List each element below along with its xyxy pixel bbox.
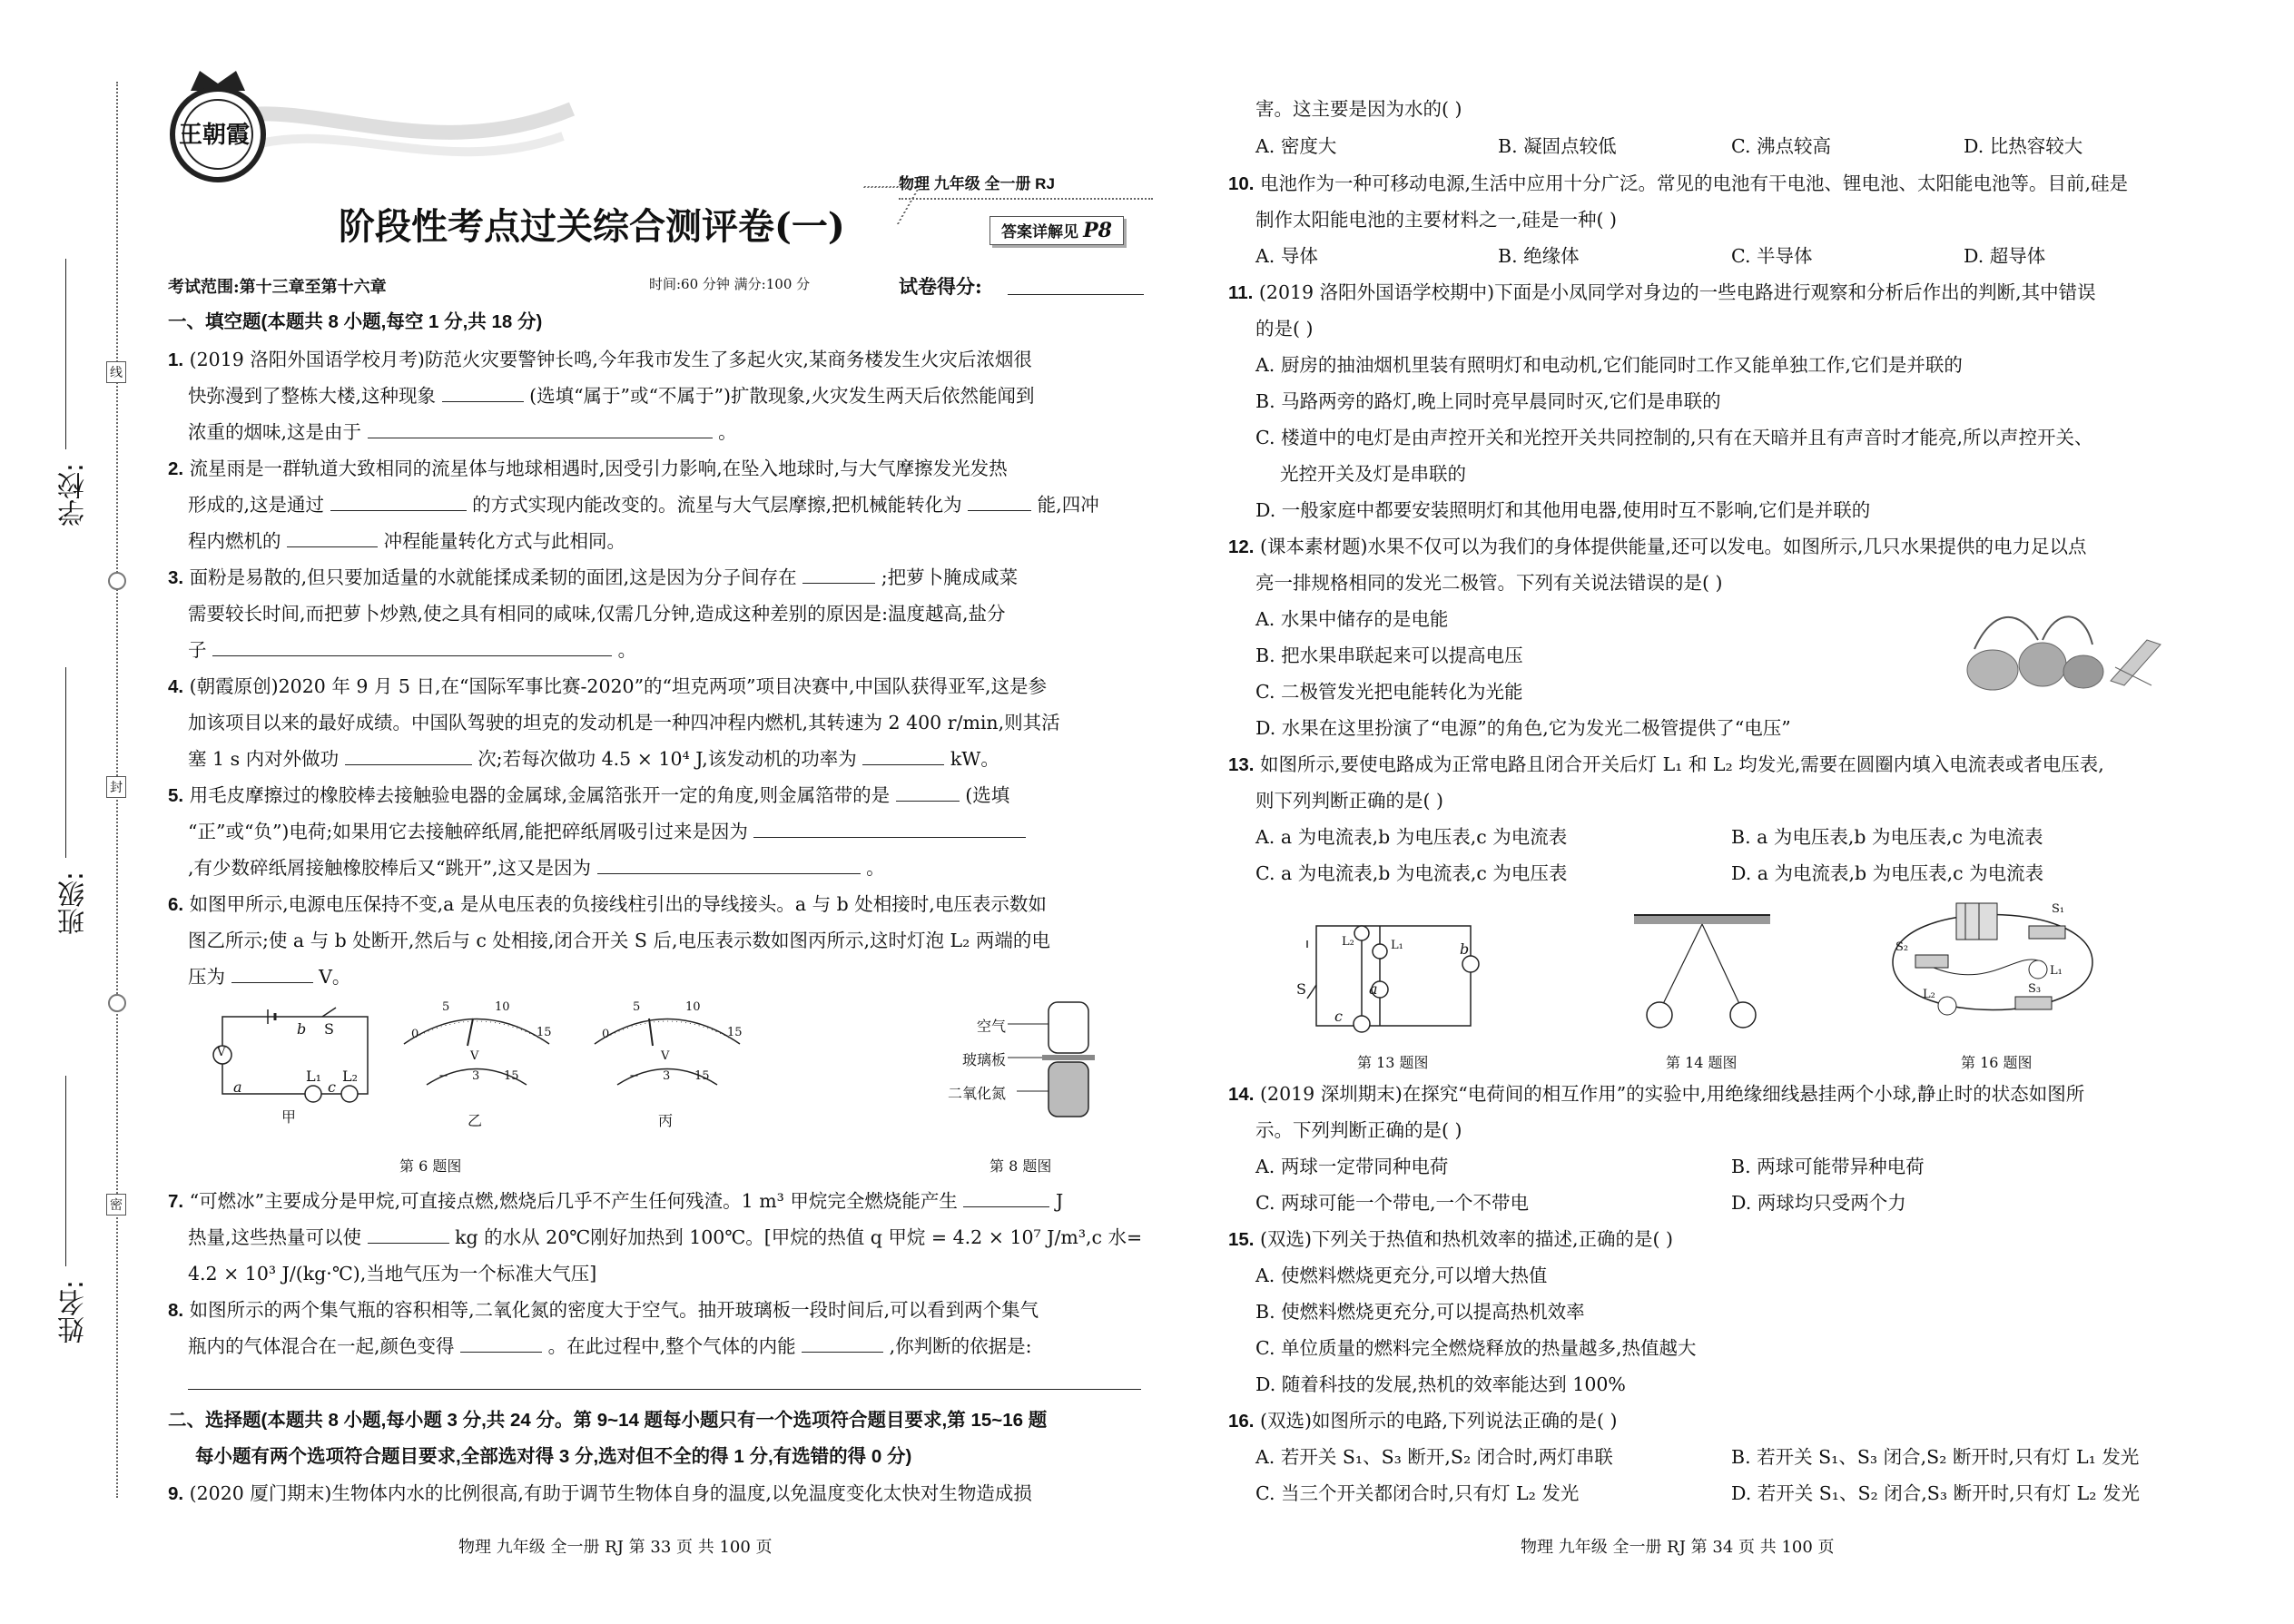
q16-option-b[interactable]: B. 若开关 S₁、S₃ 闭合,S₂ 断开时,只有灯 L₁ 发光 bbox=[1731, 1446, 2140, 1468]
q10-number: 10. bbox=[1228, 173, 1255, 194]
q6-number: 6. bbox=[168, 894, 184, 915]
q10-option-b[interactable]: B. 绝缘体 bbox=[1498, 245, 1580, 267]
q13-option-d[interactable]: D. a 为电流表,b 为电压表,c 为电流表 bbox=[1731, 862, 2044, 884]
fig6-label-s: S bbox=[324, 1020, 334, 1038]
q15-text-a: (双选)下列关于热值和热机效率的描述,正确的是( ) bbox=[1260, 1228, 1674, 1250]
q5-blank-2[interactable] bbox=[753, 813, 1026, 838]
q7-line-3 bbox=[188, 1255, 596, 1292]
q13-option-c[interactable]: C. a 为电流表,b 为电流表,c 为电压表 bbox=[1255, 862, 1568, 884]
fig16-caption: 第 16 题图 bbox=[1961, 1054, 2033, 1071]
q1-blank-2[interactable] bbox=[368, 414, 713, 438]
q9-continued: 害。这主要是因为水的( ) bbox=[1255, 98, 1462, 120]
q4-text-a: (朝霞原创)2020 年 9 月 5 日,在“国际军事比赛-2020”的“坦克两项”项目决赛中,中国队获得亚军,这是参 bbox=[189, 675, 1048, 697]
q12-option-b[interactable]: B. 把水果串联起来可以提高电压 bbox=[1255, 645, 1523, 666]
q11-option-b[interactable]: B. 马路两旁的路灯,晚上同时亮早晨同时灭,它们是串联的 bbox=[1255, 390, 1721, 412]
q6-line-3 bbox=[188, 959, 350, 995]
q6-text-b: 图乙所示;使 a 与 b 处断开,然后与 c 处相接,闭合开关 S 后,电压表示数如图丙所示,这时灯泡 L₂ 两端的电 bbox=[188, 930, 1050, 951]
q14-option-c[interactable]: C. 两球可能一个带电,一个不带电 bbox=[1255, 1192, 1530, 1214]
q8-text-a: 如图所示的两个集气瓶的容积相等,二氧化氮的密度大于空气。抽开玻璃板一段时间后,可以看到两个集气 bbox=[189, 1299, 1039, 1321]
q15-option-c[interactable]: C. 单位质量的燃料完全燃烧释放的热量越多,热值越大 bbox=[1255, 1337, 1697, 1359]
question-4 bbox=[168, 668, 1047, 705]
answer-ref-box bbox=[989, 216, 1124, 245]
question-5 bbox=[168, 777, 1009, 814]
q8-text-b: 瓶内的气体混合在一起,颜色变得 bbox=[188, 1335, 455, 1357]
meter-bing-15: 15 bbox=[694, 1069, 710, 1083]
meter-yi-3: 3 bbox=[472, 1069, 480, 1083]
q9-option-b[interactable]: B. 凝固点较低 bbox=[1498, 135, 1617, 157]
meter-yi-tick-0: 0 bbox=[411, 1028, 419, 1041]
seal-mark-xian: 线 bbox=[106, 361, 126, 383]
q10-line-2: 制作太阳能电池的主要材料之一,硅是一种( ) bbox=[1255, 209, 1618, 231]
question-9 bbox=[168, 1475, 1032, 1512]
section1-heading: 一、填空题(本题共 8 小题,每空 1 分,共 18 分) bbox=[168, 311, 543, 332]
q8-blank-2[interactable] bbox=[802, 1328, 883, 1353]
q13-option-b[interactable]: B. a 为电压表,b 为电压表,c 为电流表 bbox=[1731, 826, 2043, 848]
q12-option-d[interactable]: D. 水果在这里扮演了“电源”的角色,它为发光二极管提供了“电压” bbox=[1255, 717, 1791, 739]
q4-line-2 bbox=[188, 704, 1060, 741]
q13-text-a: 如图所示,要使电路成为正常电路且闭合开关后灯 L₁ 和 L₂ 均发光,需要在圆圈内填入电流表或者电压表, bbox=[1260, 753, 2104, 775]
fig6-label-v: V bbox=[217, 1046, 226, 1059]
fig6-label-c: c bbox=[328, 1078, 336, 1096]
meter-yi-v: V bbox=[470, 1049, 479, 1063]
fig8-label-no2: 二氧化氮 bbox=[948, 1085, 1007, 1102]
fig8-caption: 第 8 题图 bbox=[989, 1157, 1052, 1175]
meter-bing-3: 3 bbox=[663, 1069, 671, 1083]
left-page-footer: 物理 九年级 全一册 RJ 第 33 页 共 100 页 bbox=[458, 1538, 773, 1557]
q1-text-e: 。 bbox=[718, 421, 737, 443]
class-field[interactable] bbox=[65, 667, 66, 858]
binding-hole-icon bbox=[108, 994, 126, 1012]
q1-blank-1[interactable] bbox=[442, 378, 524, 402]
q16-option-c[interactable]: C. 当三个开关都闭合时,只有灯 L₂ 发光 bbox=[1255, 1482, 1580, 1504]
q5-blank-3[interactable] bbox=[597, 850, 861, 874]
q4-text-c: 塞 1 s 内对外做功 bbox=[188, 748, 340, 770]
question-16 bbox=[1228, 1403, 1618, 1440]
meter-bing-minus: − bbox=[629, 1069, 639, 1083]
name-field[interactable] bbox=[65, 1076, 66, 1266]
q6-blank-1[interactable] bbox=[231, 959, 313, 983]
q2-blank-2[interactable] bbox=[968, 487, 1031, 511]
q7-blank-1[interactable] bbox=[963, 1183, 1049, 1207]
q4-text-d: 次;若每次做功 4.5 × 10⁴ J,该发动机的功率为 bbox=[478, 748, 857, 770]
publisher-logo bbox=[159, 64, 277, 182]
meter-yi-tick-15: 15 bbox=[537, 1026, 552, 1039]
class-label: 班级: bbox=[58, 871, 90, 936]
q2-blank-3[interactable] bbox=[287, 523, 378, 547]
exam-time-score: 时间:60 分钟 满分:100 分 bbox=[649, 276, 811, 292]
fruit-battery-image bbox=[1956, 599, 2165, 699]
fig8-label-air: 空气 bbox=[977, 1018, 1007, 1035]
q3-text-e: 。 bbox=[617, 639, 637, 661]
right-page-footer: 物理 九年级 全一册 RJ 第 34 页 共 100 页 bbox=[1521, 1538, 1835, 1557]
q16-option-d[interactable]: D. 若开关 S₁、S₂ 闭合,S₃ 断开时,只有灯 L₂ 发光 bbox=[1731, 1482, 2140, 1504]
school-label: 学校: bbox=[58, 463, 90, 527]
q2-text-a: 流星雨是一群轨道大致相同的流星体与地球相遇时,因受引力影响,在坠入地球时,与大气摩擦发光发热 bbox=[189, 458, 1008, 479]
fig6-caption: 第 6 题图 bbox=[399, 1157, 462, 1175]
q14-option-b[interactable]: B. 两球可能带异种电荷 bbox=[1731, 1156, 1925, 1177]
q1-text-c: (选填“属于”或“不属于”)扩散现象,火灾发生两天后依然能闻到 bbox=[529, 385, 1035, 407]
q4-text-b: 加该项目以来的最好成绩。中国队驾驶的坦克的发动机是一种四冲程内燃机,其转速为 2 400 r/min,则其活 bbox=[188, 712, 1060, 733]
fig16-label-l1: L₁ bbox=[2050, 964, 2063, 978]
q5-blank-1[interactable] bbox=[896, 777, 960, 802]
question-6 bbox=[168, 886, 1047, 923]
q13-line-2: 则下列判断正确的是( ) bbox=[1255, 790, 1444, 812]
q3-line-2 bbox=[188, 595, 1006, 632]
fig13-label-l2: L₂ bbox=[1342, 935, 1354, 949]
q2-text-c: 的方式实现内能改变的。流星与大气层摩擦,把机械能转化为 bbox=[472, 494, 962, 516]
seal-mark-feng: 封 bbox=[106, 776, 126, 798]
section2-heading-a: 二、选择题(本题共 8 小题,每小题 3 分,共 24 分。第 9~14 题每小题只有一个选项符合题目要求,第 15~16 题 bbox=[168, 1410, 1048, 1431]
q10-text-a: 电池作为一种可移动电源,生活中应用十分广泛。常见的电池有干电池、锂电池、太阳能电池等。目前,硅是 bbox=[1260, 172, 2129, 194]
q7-text-b: J bbox=[1055, 1190, 1064, 1212]
answer-ref-page: P8 bbox=[1083, 219, 1112, 242]
logo-text: 王朝霞 bbox=[179, 122, 251, 149]
q3-line-3 bbox=[188, 632, 636, 668]
q14-number: 14. bbox=[1228, 1084, 1255, 1105]
q5-number: 5. bbox=[168, 785, 184, 806]
q11-option-a[interactable]: A. 厨房的抽油烟机里装有照明灯和电动机,它们能同时工作又能单独工作,它们是并联的 bbox=[1255, 354, 1963, 376]
q12-option-c[interactable]: C. 二极管发光把电能转化为光能 bbox=[1255, 681, 1523, 703]
fig16-label-s2: S₂ bbox=[1895, 940, 1909, 954]
q7-number: 7. bbox=[168, 1191, 184, 1212]
q7-text-c: 热量,这些热量可以使 bbox=[188, 1226, 362, 1248]
q12-text-a: (课本素材题)水果不仅可以为我们的身体提供能量,还可以发电。如图所示,几只水果提供的电力足以点 bbox=[1260, 536, 2087, 557]
q7-text-d: kg 的水从 20℃刚好加热到 100℃。[甲烷的热值 q 甲烷 = 4.2 × 10⁷ J/m³,c 水= bbox=[455, 1226, 1143, 1248]
q3-text-a: 面粉是易散的,但只要加适量的水就能揉成柔韧的面团,这是因为分子间存在 bbox=[189, 566, 797, 588]
binding-margin bbox=[0, 0, 136, 1624]
q2-text-f: 冲程能量转化方式与此相同。 bbox=[383, 530, 626, 552]
section2-heading-b: 每小题有两个选项符合题目要求,全部选对得 3 分,选对但不全的得 1 分,有选错的得 0 分) bbox=[195, 1446, 912, 1467]
question-14 bbox=[1228, 1076, 2084, 1113]
question-10 bbox=[1228, 165, 2128, 202]
q7-text-e: 4.2 × 10³ J/(kg·℃),当地气压为一个标准大气压] bbox=[188, 1263, 597, 1284]
figure-8-jars bbox=[944, 997, 1144, 1133]
q14-text-a: (2019 深圳期末)在探究“电荷间的相互作用”的实验中,用绝缘细线悬挂两个小球,静止时的状态如图所 bbox=[1260, 1083, 2085, 1105]
meter-yi-minus: − bbox=[438, 1069, 448, 1083]
exam-score-field[interactable] bbox=[1008, 294, 1144, 295]
binding-hole-icon bbox=[108, 572, 126, 590]
meter-yi-tick-5: 5 bbox=[442, 1000, 450, 1014]
q1-number: 1. bbox=[168, 349, 184, 370]
figure-13-circuit bbox=[1296, 908, 1489, 1035]
name-label: 姓名: bbox=[58, 1280, 90, 1344]
q9-option-d[interactable]: D. 比热容较大 bbox=[1964, 135, 2083, 157]
meter-bing-tick-10: 10 bbox=[685, 1000, 701, 1014]
q2-line-3 bbox=[188, 523, 625, 559]
page-title: 阶段性考点过关综合测评卷(一) bbox=[339, 205, 845, 248]
q9-option-a[interactable]: A. 密度大 bbox=[1255, 135, 1337, 157]
question-2 bbox=[168, 450, 1008, 487]
q10-option-a[interactable]: A. 导体 bbox=[1255, 245, 1318, 267]
fig6-label-yi: 乙 bbox=[468, 1112, 483, 1129]
figure-14-pendulum bbox=[1625, 908, 1779, 1035]
q4-blank-1[interactable] bbox=[345, 741, 472, 765]
figure-16-circuit bbox=[1879, 890, 2106, 1035]
q3-text-b: ;把萝卜腌成咸菜 bbox=[881, 566, 1019, 588]
seal-mark-mi: 密 bbox=[106, 1194, 126, 1216]
q6-text-d: V。 bbox=[319, 966, 351, 988]
q10-option-c[interactable]: C. 半导体 bbox=[1731, 245, 1813, 267]
q15-option-b[interactable]: B. 使燃料燃烧更充分,可以提高热机效率 bbox=[1255, 1301, 1585, 1323]
question-8 bbox=[168, 1292, 1039, 1329]
q8-blank-3[interactable] bbox=[188, 1389, 1141, 1390]
q1-line-3 bbox=[188, 414, 737, 450]
q8-text-c: 。在此过程中,整个气体的内能 bbox=[547, 1335, 796, 1357]
fig13-label-l1: L₁ bbox=[1391, 939, 1403, 952]
meter-yi-tick-10: 10 bbox=[495, 1000, 510, 1014]
q6-line-2 bbox=[188, 922, 1050, 959]
fig13-label-a: a bbox=[1369, 980, 1378, 998]
q5-text-b: (选填 bbox=[965, 784, 1010, 806]
q3-text-c: 需要较长时间,而把萝卜炒熟,使之具有相同的咸味,仅需几分钟,造成这种差别的原因是:温度越高,盐分 bbox=[188, 603, 1006, 625]
question-11 bbox=[1228, 274, 2096, 311]
q11-number: 11. bbox=[1228, 282, 1254, 303]
q2-text-d: 能,四冲 bbox=[1037, 494, 1099, 516]
q2-number: 2. bbox=[168, 458, 184, 479]
subject-banner bbox=[899, 171, 1153, 200]
q2-text-b: 形成的,这是通过 bbox=[188, 494, 325, 516]
q6-text-c: 压为 bbox=[188, 966, 225, 988]
question-12 bbox=[1228, 528, 2087, 566]
q15-number: 15. bbox=[1228, 1229, 1255, 1250]
fig6-label-l1: L₁ bbox=[306, 1068, 322, 1085]
q5-line-2 bbox=[188, 813, 1026, 850]
fig13-label-c: c bbox=[1334, 1008, 1343, 1025]
q9-option-c[interactable]: C. 沸点较高 bbox=[1731, 135, 1831, 157]
q12-option-a[interactable]: A. 水果中储存的是电能 bbox=[1255, 608, 1449, 630]
subject-banner-text: 物理 九年级 全一册 RJ bbox=[899, 175, 1055, 192]
fig16-label-s1: S₁ bbox=[2052, 902, 2065, 916]
q5-text-a: 用毛皮摩擦过的橡胶棒去接触验电器的金属球,金属箔张开一定的角度,则金属箔带的是 bbox=[189, 784, 891, 806]
fig16-label-l2: L₂ bbox=[1923, 988, 1935, 1001]
question-7 bbox=[168, 1183, 1063, 1220]
q1-text-b: 快弥漫到了整栋大楼,这种现象 bbox=[188, 385, 437, 407]
q15-option-a[interactable]: A. 使燃料燃烧更充分,可以增大热值 bbox=[1255, 1265, 1548, 1286]
figure-6-meter-yi bbox=[386, 999, 567, 1135]
q3-text-d: 子 bbox=[188, 639, 207, 661]
fig16-label-s3: S₃ bbox=[2028, 982, 2042, 996]
q15-option-d[interactable]: D. 随着科技的发展,热机的效率能达到 100% bbox=[1255, 1373, 1626, 1395]
meter-yi-15: 15 bbox=[504, 1069, 519, 1083]
q8-line-2 bbox=[188, 1328, 1032, 1364]
q6-text-a: 如图甲所示,电源电压保持不变,a 是从电压表的负接线柱引出的导线接头。a 与 b 处相接时,电压表示数如 bbox=[189, 893, 1047, 915]
q2-text-e: 程内燃机的 bbox=[188, 530, 281, 552]
q4-text-e: kW。 bbox=[950, 748, 999, 770]
q8-number: 8. bbox=[168, 1300, 184, 1321]
q11-text-a: (2019 洛阳外国语学校期中)下面是小凤同学对身边的一些电路进行观察和分析后作出的判断,其中错误 bbox=[1258, 281, 2096, 303]
q8-text-d: ,你判断的依据是: bbox=[889, 1335, 1032, 1357]
q3-blank-1[interactable] bbox=[802, 559, 875, 584]
q8-blank-1[interactable] bbox=[460, 1328, 542, 1353]
q1-text-d: 浓重的烟味,这是由于 bbox=[188, 421, 362, 443]
q14-option-a[interactable]: A. 两球一定带同种电荷 bbox=[1255, 1156, 1449, 1177]
q14-option-d[interactable]: D. 两球均只受两个力 bbox=[1731, 1192, 1906, 1214]
question-3 bbox=[168, 559, 1018, 596]
q14-line-2: 示。下列判断正确的是( ) bbox=[1255, 1119, 1462, 1141]
q12-line-2: 亮一排规格相同的发光二极管。下列有关说法错误的是( ) bbox=[1255, 572, 1723, 594]
meter-bing-tick-0: 0 bbox=[602, 1028, 610, 1041]
q4-blank-2[interactable] bbox=[862, 741, 944, 765]
fig14-caption: 第 14 题图 bbox=[1666, 1054, 1738, 1071]
figure-6-circuit bbox=[213, 1008, 377, 1126]
q2-line-2 bbox=[188, 487, 1099, 523]
exam-score-label: 试卷得分: bbox=[899, 275, 982, 298]
q7-blank-2[interactable] bbox=[368, 1219, 449, 1244]
exam-scope: 考试范围:第十三章至第十六章 bbox=[168, 278, 387, 297]
q13-number: 13. bbox=[1228, 754, 1255, 775]
fig13-label-b: b bbox=[1460, 940, 1470, 958]
q16-text-a: (双选)如图所示的电路,下列说法正确的是( ) bbox=[1260, 1410, 1618, 1432]
q16-number: 16. bbox=[1228, 1411, 1255, 1432]
q11-line-2: 的是( ) bbox=[1255, 318, 1314, 340]
q5-line-3 bbox=[188, 850, 885, 886]
question-1 bbox=[168, 341, 1032, 379]
q7-text-a: “可燃冰”主要成分是甲烷,可直接点燃,燃烧后几乎不产生任何残渣。1 m³ 甲烷完全燃烧能产生 bbox=[189, 1190, 958, 1212]
q4-line-3 bbox=[188, 741, 999, 777]
fig6-label-a: a bbox=[233, 1078, 242, 1096]
figure-6-meter-bing bbox=[576, 999, 758, 1135]
fig6-label-bing: 丙 bbox=[658, 1112, 674, 1129]
fig6-label-b: b bbox=[297, 1020, 307, 1038]
q4-number: 4. bbox=[168, 676, 184, 697]
meter-bing-v: V bbox=[661, 1049, 670, 1063]
q7-line-2 bbox=[188, 1219, 1142, 1255]
q16-option-a[interactable]: A. 若开关 S₁、S₃ 断开,S₂ 闭合时,两灯串联 bbox=[1255, 1446, 1613, 1468]
q13-option-a[interactable]: A. a 为电流表,b 为电压表,c 为电流表 bbox=[1255, 826, 1568, 848]
fig13-caption: 第 13 题图 bbox=[1357, 1054, 1429, 1071]
q12-number: 12. bbox=[1228, 536, 1255, 557]
fig8-label-glass: 玻璃板 bbox=[962, 1051, 1007, 1068]
school-field[interactable] bbox=[65, 259, 66, 449]
q11-option-c-cont: 光控开关及灯是串联的 bbox=[1280, 463, 1466, 485]
q5-text-d: ,有少数碎纸屑接触橡胶棒后又“跳开”,这又是因为 bbox=[188, 857, 591, 879]
question-13 bbox=[1228, 746, 2104, 783]
q9-number: 9. bbox=[168, 1483, 184, 1504]
answer-ref-text: 答案详解见 bbox=[1001, 223, 1078, 241]
meter-bing-tick-15: 15 bbox=[727, 1026, 743, 1039]
question-15 bbox=[1228, 1221, 1673, 1258]
meter-bing-tick-5: 5 bbox=[633, 1000, 641, 1014]
q10-option-d[interactable]: D. 超导体 bbox=[1964, 245, 2046, 267]
fig6-label-jia: 甲 bbox=[281, 1108, 297, 1126]
fig13-label-s: S bbox=[1296, 980, 1306, 998]
q11-option-c[interactable]: C. 楼道中的电灯是由声控开关和光控开关共同控制的,只有在天暗并且有声音时才能亮,所以声控开关、 bbox=[1255, 427, 2093, 448]
q11-option-d[interactable]: D. 一般家庭中都要安装照明灯和其他用电器,使用时互不影响,它们是并联的 bbox=[1255, 499, 1871, 521]
q1-text-a: (2019 洛阳外国语学校月考)防范火灾要警钟长鸣,今年我市发生了多起火灾,某商务楼发生火灾后浓烟很 bbox=[189, 349, 1032, 370]
q5-text-e: 。 bbox=[866, 857, 885, 879]
q3-blank-2[interactable] bbox=[212, 632, 612, 656]
q9-text-a: (2020 厦门期末)生物体内水的比例很高,有助于调节生物体自身的温度,以免温度变化太快对生物造成损 bbox=[189, 1482, 1032, 1504]
q5-text-c: “正”或“负”)电荷;如果用它去接触碎纸屑,能把碎纸屑吸引过来是因为 bbox=[188, 821, 748, 842]
q3-number: 3. bbox=[168, 567, 184, 588]
fig6-label-l2: L₂ bbox=[342, 1068, 359, 1085]
q1-line-2 bbox=[188, 378, 1035, 414]
q2-blank-1[interactable] bbox=[330, 487, 467, 511]
